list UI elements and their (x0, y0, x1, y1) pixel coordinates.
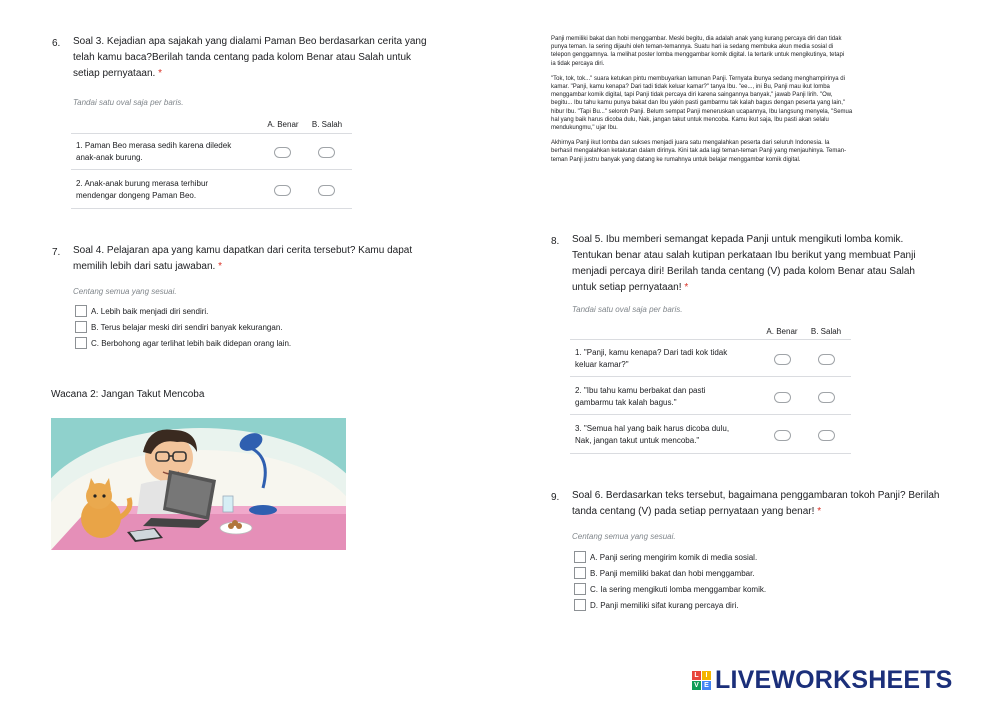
story-paragraph-1: Panji memiliki bakat dan hobi menggambar. Meski begitu, dia adalah anak yang kurang percaya diri dan tidak punya teman. Ia sering dijauhi oleh teman-temannya. Suatu hari ia sedang membuka akun media sosial di telepon genggamnya. Ia melihat poster lomba menggambar komik digital. Ia tertarik untuk mengikutinya, tetapi ia tidak percaya diri. (551, 36, 845, 67)
q6-col-benar: A. Benar (267, 120, 299, 129)
q6-grid-row-2 (71, 169, 352, 209)
required-asterisk: * (817, 506, 822, 517)
q6-text-line: telah kamu baca?Berilah tanda centang pada kolom Benar atau Salah untuk (73, 52, 412, 63)
q8-text-line: menjadi percaya diri! Berilah tanda centang (V) pada kolom Benar atau Salah (572, 266, 915, 277)
q8-col-salah: B. Salah (810, 327, 842, 336)
q7-option-b[interactable]: B. Terus belajar meski diri sendiri banyak kekurangan. (75, 321, 283, 333)
story-paragraph-3: Akhirnya Panji ikut lomba dan sukses menjadi juara satu mengalahkan peserta dari seluruh Indonesia. Ia berhasil mengalahkan ketakutan dalam dirinya. Kini tak ada lagi teman-teman Panji yang menjauhinya. Teman- teman Panji justru banyak yang datang ke rumahnya untuk belajar menggambar komik digital. (551, 140, 847, 163)
q9-option-d[interactable]: D. Panji memiliki sifat kurang percaya diri. (574, 599, 739, 611)
q6-row-2-label: 2. Anak-anak burung merasa terhibur mendengar dongeng Paman Beo. (76, 179, 209, 200)
logo-mark-icon: L I V E (692, 671, 711, 690)
checkbox[interactable] (574, 599, 586, 611)
q8-grid-row-2 (570, 376, 851, 415)
logo-text: LIVEWORKSHEETS (715, 666, 953, 694)
required-asterisk: * (684, 282, 689, 293)
q8-grid-row-3 (570, 414, 851, 454)
q8-row-2-salah-radio[interactable] (818, 392, 835, 403)
q9-text-line: tanda centang (V) pada setiap pernyataan yang benar! (572, 506, 815, 517)
q8-text-line: Soal 5. Ibu memberi semangat kepada Panji untuk mengikuti lomba komik. (572, 234, 904, 245)
required-asterisk: * (218, 261, 222, 272)
q9-text-line: Soal 6. Berdasarkan teks tersebut, bagaimana penggambaran tokoh Panji? Berilah (572, 490, 940, 501)
q7-text-line: Soal 4. Pelajaran apa yang kamu dapatkan dari cerita tersebut? Kamu dapat (73, 245, 413, 256)
q6-row-1-salah-radio[interactable] (318, 147, 335, 158)
q9-hint: Centang semua yang sesuai. (572, 532, 676, 541)
q6-row-1-benar-radio[interactable] (274, 147, 291, 158)
q8-row-1-salah-radio[interactable] (818, 354, 835, 365)
q7-option-c[interactable]: C. Berbohong agar terlihat lebih baik didepan orang lain. (75, 337, 291, 349)
boy-drawing-illustration (51, 418, 346, 550)
q8-row-2-label: 2. "Ibu tahu kamu berbakat dan pasti gambarmu tak kalah bagus." (575, 386, 706, 407)
q8-row-1-benar-radio[interactable] (774, 354, 791, 365)
q6-row-1-label: 1. Paman Beo merasa sedih karena diledek anak-anak burung. (76, 141, 232, 162)
q6-row-2-salah-radio[interactable] (318, 185, 335, 196)
q6-grid-row-1 (71, 133, 352, 170)
checkbox[interactable] (574, 567, 586, 579)
q9-option-a[interactable]: A. Panji sering mengirim komik di media sosial. (574, 551, 757, 563)
q9-number: 9. (551, 492, 560, 503)
q6-question-text (73, 34, 443, 82)
q7-text-line: memilih lebih dari satu jawaban. (73, 261, 216, 272)
q6-text-line: Soal 3. Kejadian apa sajakah yang dialami Paman Beo berdasarkan cerita yang (73, 36, 427, 47)
q8-row-3-benar-radio[interactable] (774, 430, 791, 441)
q6-col-salah: B. Salah (311, 120, 343, 129)
q7-option-a[interactable]: A. Lebih baik menjadi diri sendiri. (75, 305, 208, 317)
q9-question-text (572, 488, 952, 520)
checkbox[interactable] (75, 321, 87, 333)
q8-text-line: Tentukan benar atau salah kutipan perkataan Ibu berikut yang membuat Panji (572, 250, 916, 261)
checkbox[interactable] (574, 551, 586, 563)
q8-hint: Tandai satu oval saja per baris. (572, 305, 683, 314)
q6-number: 6. (52, 38, 61, 49)
q6-text-line: setiap pernyataan. (73, 68, 156, 79)
q8-col-benar: A. Benar (766, 327, 798, 336)
checkbox[interactable] (75, 305, 87, 317)
required-asterisk: * (158, 68, 162, 79)
q7-question-text (73, 243, 443, 275)
wacana-title: Wacana 2: Jangan Takut Mencoba (51, 389, 205, 400)
q8-row-3-salah-radio[interactable] (818, 430, 835, 441)
q8-grid-row-1 (570, 339, 851, 377)
q8-row-3-label: 3. "Semua hal yang baik harus dicoba dulu, Nak, jangan takut untuk mencoba." (575, 424, 730, 445)
q8-question-text (572, 232, 952, 296)
q9-option-b[interactable]: B. Panji memiliki bakat dan hobi menggambar. (574, 567, 755, 579)
q8-number: 8. (551, 236, 560, 247)
story-illustration (51, 418, 346, 550)
q8-row-1-label: 1. "Panji, kamu kenapa? Dari tadi kok tidak keluar kamar?" (575, 348, 728, 369)
q8-text-line: untuk setiap pernyataan! (572, 282, 682, 293)
q6-hint: Tandai satu oval saja per baris. (73, 98, 184, 107)
checkbox[interactable] (574, 583, 586, 595)
story-paragraph-2: "Tok, tok, tok..." suara ketukan pintu membuyarkan lamunan Panji. Ternyata ibunya sedang menghampirinya di kamar. "Panji, kamu kenapa? Dari tadi tidak keluar kamar?" tanya Ibu. "ee..., ini Bu, Panji mau ikut lomba menggambar komik digital, tapi Panji tidak percaya diri karena saingannya banyak," jawab Panji lirih. "Ow, begitu... Ibu tahu kamu punya bakat dan Ibu yakin pasti gambarmu tak kalah bagus dengan peserta yang lain," hibur Ibu. "Tapi Bu..." seloroh Panji. Belum sempat Panji meneruskan ucapannya, Ibu langsung menyela, "Semua hal yang baik harus dicoba dulu, Nak, jangan takut untuk mencoba. Kamu ikut saja, Ibu pasti akan selalu mendukungmu," ujar Ibu. (551, 75, 853, 132)
q9-option-c[interactable]: C. Ia sering mengikuti lomba menggambar komik. (574, 583, 766, 595)
q7-number: 7. (52, 247, 61, 258)
q6-row-2-benar-radio[interactable] (274, 185, 291, 196)
story-text (551, 35, 956, 171)
checkbox[interactable] (75, 337, 87, 349)
liveworksheets-logo (692, 666, 953, 695)
q7-hint: Centang semua yang sesuai. (73, 287, 177, 296)
q8-row-2-benar-radio[interactable] (774, 392, 791, 403)
